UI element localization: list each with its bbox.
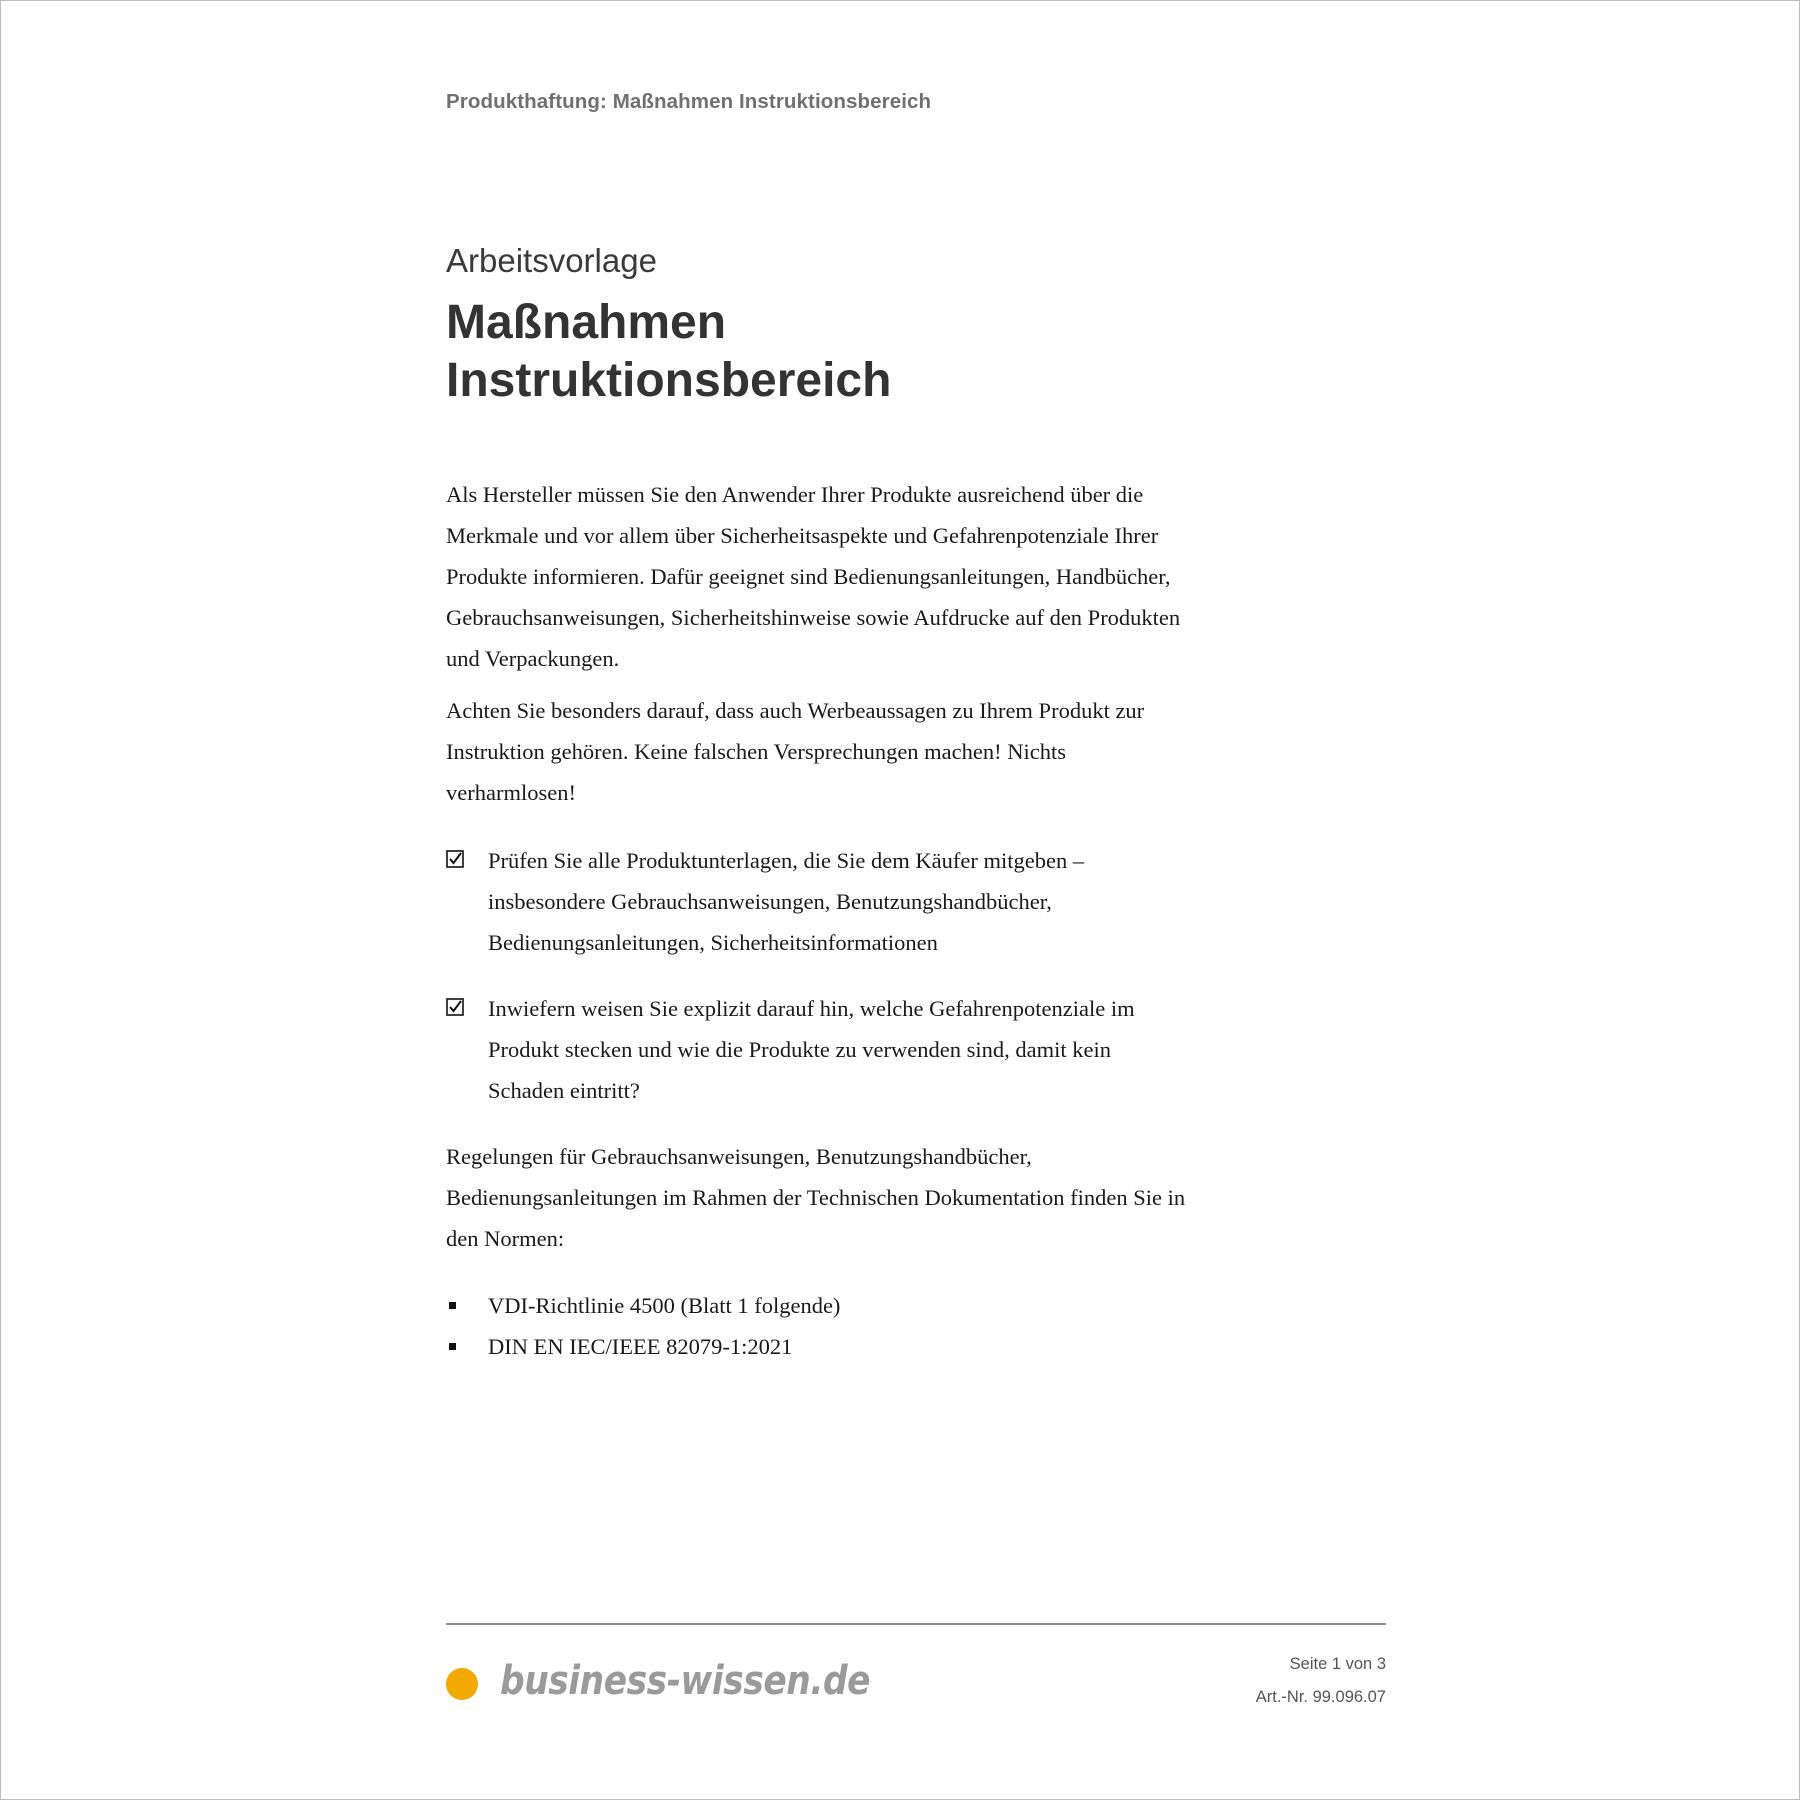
page-number: Seite 1 von 3: [1289, 1655, 1386, 1673]
checklist-item-text: Inwiefern weisen Sie explizit darauf hin, welche Gefahrenpotenziale im Produkt stecken und wie die Produkte zu verwenden sind, damit kein Schaden eintritt?: [488, 996, 1135, 1103]
footer-divider: [446, 1623, 1386, 1625]
list-item: [446, 1285, 1186, 1326]
article-number: Art.-Nr. 99.096.07: [1255, 1688, 1386, 1706]
title-line-2: Instruktionsbereich: [446, 354, 892, 407]
brand-logo: business-wissen.de: [500, 1658, 871, 1704]
checked-box-icon: [446, 850, 464, 868]
checklist: [446, 840, 1186, 1111]
title-line-1: Maßnahmen: [446, 296, 727, 349]
checklist-item: [446, 988, 1186, 1111]
square-bullet-icon: [449, 1343, 456, 1350]
running-header: Produkthaftung: Maßnahmen Instruktionsbereich: [446, 90, 932, 113]
page-info: [1256, 1648, 1386, 1714]
checked-box-icon: [446, 998, 464, 1016]
norms-intro-paragraph: Regelungen für Gebrauchsanweisungen, Benutzungshandbücher, Bedienungsanleitungen im Rahmen der Technischen Dokumentation finden Sie in den Normen:: [446, 1144, 1186, 1251]
checklist-item-text: Prüfen Sie alle Produktunterlagen, die Sie dem Käufer mitgeben – insbesondere Gebrauchsanweisungen, Benutzungshandbücher, Bedienungsanleitungen, Sicherheitsinformationen: [488, 848, 1085, 955]
document-kicker: Arbeitsvorlage: [446, 242, 657, 279]
document-body: [446, 474, 1186, 1367]
checklist-item: [446, 840, 1186, 963]
norms-list: [446, 1285, 1186, 1367]
square-bullet-icon: [449, 1302, 456, 1309]
norm-text: VDI-Richtlinie 4500 (Blatt 1 folgende): [488, 1293, 841, 1318]
logo-dot-icon: [446, 1668, 478, 1700]
intro-paragraph: Als Hersteller müssen Sie den Anwender Ihrer Produkte ausreichend über die Merkmale und vor allem über Sicherheitsaspekte und Gefahrenpotenziale Ihrer Produkte informieren. Dafür geeignet sind Bedienungsanleitungen, Handbücher, Gebrauchsanweisungen, Sicherheitshinweise sowie Aufdrucke auf den Produkten und Verpackungen.: [446, 482, 1181, 671]
norm-text: DIN EN IEC/IEEE 82079-1:2021: [488, 1334, 793, 1359]
list-item: [446, 1326, 1186, 1367]
warning-paragraph: Achten Sie besonders darauf, dass auch Werbeaussagen zu Ihrem Produkt zur Instruktion gehören. Keine falschen Versprechungen machen! Nichts verharmlosen!: [446, 698, 1145, 805]
document-title: [446, 294, 1246, 410]
